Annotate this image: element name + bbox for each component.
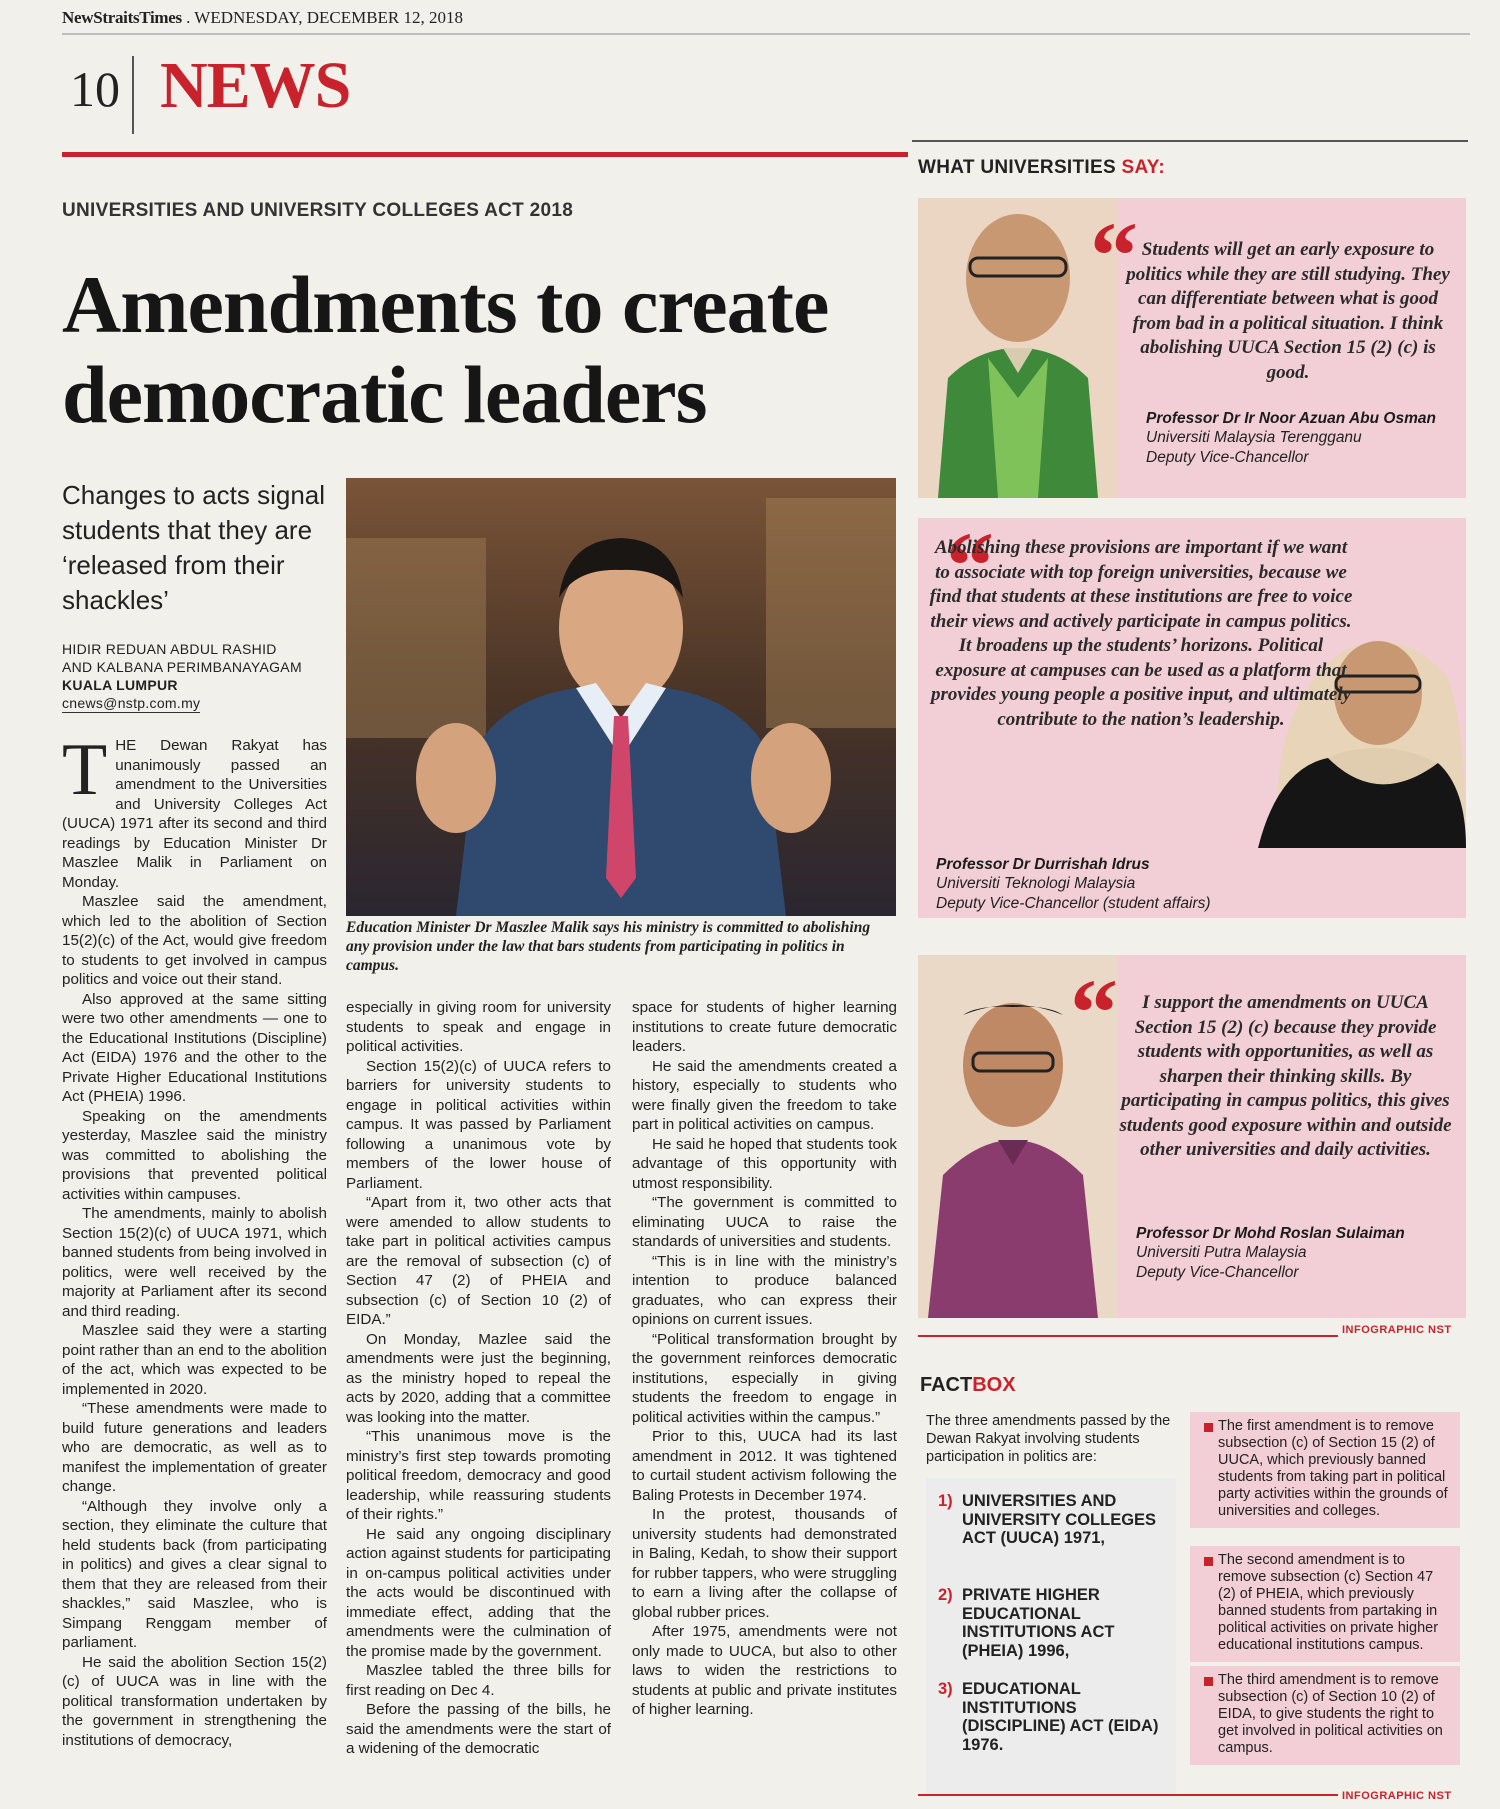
quote-mark-icon: “ xyxy=(1090,202,1138,309)
quote-2-name: Professor Dr Durrishah Idrus xyxy=(936,856,1150,873)
article-column-1 xyxy=(62,729,327,1750)
paragraph: Speaking on the amendments yesterday, Maszlee said the ministry was committed to abolishing the provisions that prevented political activities within campuses. xyxy=(62,1107,327,1203)
infographic-credit-1: INFOGRAPHIC NST xyxy=(1342,1324,1452,1336)
article-column-2 xyxy=(346,998,611,1759)
issue-date: . WEDNESDAY, DECEMBER 12, 2018 xyxy=(186,8,463,27)
act-number: 3) xyxy=(938,1680,953,1698)
paragraph: “Although they involve only a section, they eliminate the culture that held students back (from participating in politics) and gives a clear signal to them that they are released from their shackles,” said Maszlee, who is Simpang Renggam member of parliament. xyxy=(62,1497,327,1651)
quote-3-institution: Universiti Putra Malaysia xyxy=(1136,1244,1307,1261)
paragraph: Maszlee said the amendment, which led to the abolition of Section 15(2)(c) of the Act, would give freedom to students to get involved in campus politics and voice out their stand. xyxy=(62,893,327,988)
photo-caption: Education Minister Dr Maszlee Malik says his ministry is committed to abolishing any provision under the law that bars students from participating in politics in campus. xyxy=(346,919,871,974)
quote-mark-icon: “ xyxy=(946,512,994,619)
act-name: PRIVATE HIGHER EDUCATIONAL INSTITUTIONS ACT (PHEIA) 1996, xyxy=(962,1586,1115,1660)
paragraph: He said he hoped that students took advantage of this opportunity with utmost responsibility. xyxy=(632,1135,897,1192)
headline-line-1: Amendments to create xyxy=(62,259,829,350)
drop-cap: T xyxy=(62,729,108,811)
article-deck: Changes to acts signal students that they are ‘released from their shackles’ xyxy=(62,480,326,615)
quote-3-attribution xyxy=(1136,1225,1456,1283)
act-number: 1) xyxy=(938,1492,953,1510)
paragraph: He said the abolition Section 15(2)(c) of UUCA was in line with the political transformation undertaken by the government in strengthening the institutions of democracy, xyxy=(62,1653,327,1749)
quote-2-institution: Universiti Teknologi Malaysia xyxy=(936,875,1136,892)
paragraph: Prior to this, UUCA had its last amendment in 2012. It was tightened to curtail student activism following the Baling Protests in December 1974. xyxy=(632,1428,897,1504)
byline-location: KUALA LUMPUR xyxy=(62,677,178,693)
quote-1-role: Deputy Vice-Chancellor xyxy=(1146,449,1309,466)
paragraph: Also approved at the same sitting were two other amendments — one to the Educational Institutions (Discipline) Act (EIDA) 1976 and the other to the Private Higher Educational Institutions Act (PHEIA) 1996. xyxy=(62,990,327,1105)
quote-3-name: Professor Dr Mohd Roslan Sulaiman xyxy=(1136,1225,1405,1242)
paragraph: “This is in line with the ministry’s intention to produce balanced graduates, who can express their opinions on current issues. xyxy=(632,1252,897,1328)
sidebar-top-rule xyxy=(912,140,1468,142)
article-headline xyxy=(62,260,922,440)
quote-1-text: Students will get an early exposure to politics while they are still studying. They can differentiate between what is good from bad in a political situation. I think abolishing UUCA Section 15 (2) (c) is good. xyxy=(1126,239,1450,383)
paragraph: After 1975, amendments were not only made to UUCA, but also to other laws to widen the restrictions to students at public and private institutes of higher learning. xyxy=(632,1623,897,1718)
byline-author-1: HIDIR REDUAN ABDUL RASHID xyxy=(62,641,277,657)
paragraph: The amendments, mainly to abolish Section 15(2)(c) of UUCA 1971, which banned students from being involved in politics, were well received by the majority at Parliament after its second and third reading. xyxy=(62,1205,327,1320)
paragraph: Before the passing of the bills, he said the amendments were the start of a widening of the democratic xyxy=(346,1701,611,1757)
masthead xyxy=(62,8,463,28)
quote-3-text: I support the amendments on UUCA Section 15 (2) (c) because they provide students with opportunities, as well as sharpen their thinking skills. By participating in campus politics, this gives students good exposure within and outside other universities and daily activities. xyxy=(1119,992,1452,1160)
article-column-3 xyxy=(632,998,897,1720)
quote-2-role: Deputy Vice-Chancellor (student affairs) xyxy=(936,895,1211,912)
paragraph: Section 15(2)(c) of UUCA refers to barriers for university students to engage in political activities within campus. It was passed by Parliament following a unanimous vote by members of the lower house of Parliament. xyxy=(346,1057,611,1192)
act-item-2 xyxy=(938,1586,1168,1660)
amendment-note-3 xyxy=(1190,1666,1460,1765)
bullet-square-icon xyxy=(1204,1557,1213,1566)
act-number: 2) xyxy=(938,1586,953,1604)
paragraph: He said the amendments created a history, especially to students who were finally given the freedom to take part in political activities on campus. xyxy=(632,1057,897,1133)
paragraph: In the protest, thousands of university students had demonstrated in Baling, Kedah, to show their support for rubber tappers, who were struggling to earn a living after the collapse of global rubber prices. xyxy=(632,1506,897,1621)
paragraph: HE Dewan Rakyat has unanimously passed an amendment to the Universities and University Colleges Act (UUCA) 1971 after its second and third readings by Education Minister Dr Maszlee Malik in Parliament on Monday. xyxy=(62,737,327,891)
paragraph: “This unanimous move is the ministry’s first step towards promoting political freedom, democracy and good leadership, while reassuring students of their rights.” xyxy=(346,1428,611,1523)
infographic-rule-2 xyxy=(918,1794,1338,1796)
quote-1-name: Professor Dr Ir Noor Azuan Abu Osman xyxy=(1146,410,1436,427)
paragraph: “Apart from it, two other acts that were amended to allow students to take part in political activities campus are the removal of subsection (c) of Section 47 (2) of PHEIA and subsection (c) of Section 10 (2) of EIDA.” xyxy=(346,1194,611,1328)
amendment-text: The first amendment is to remove subsection (c) of Section 15 (2) of UUCA, which previously banned students from taking part in political party activities within the grounds of universities and colleges. xyxy=(1218,1418,1448,1519)
bullet-square-icon xyxy=(1204,1677,1213,1686)
factbox-title-accent: BOX xyxy=(972,1374,1016,1396)
amendment-text: The third amendment is to remove subsection (c) of Section 10 (2) of EIDA, to give students the right to get involved in political activities on campus. xyxy=(1218,1672,1443,1756)
top-divider xyxy=(62,33,1470,35)
wus-title-prefix: WHAT UNIVERSITIES xyxy=(918,157,1122,178)
amendment-text: The second amendment is to remove subsection (c) Section 47 (2) of PHEIA, which previously banned students from partaking in political activities on private higher educational institutions campus. xyxy=(1218,1552,1439,1653)
section-name: NEWS xyxy=(160,49,351,122)
paragraph: “The government is committed to eliminating UUCA to raise the standards of universities and students. xyxy=(632,1194,897,1250)
quote-2-attribution xyxy=(936,856,1316,914)
paragraph: “Political transformation brought by the government reinforces democratic institutions, especially in giving students the freedom to engage in political activities within the campus.” xyxy=(632,1330,897,1426)
paragraph: space for students of higher learning institutions to create future democratic leaders. xyxy=(632,999,897,1055)
act-item-3 xyxy=(938,1680,1168,1754)
paragraph: He said any ongoing disciplinary action against students for participating in on-campus political activities under the acts would be discontinued with immediate effect, adding that the amendments were the culmination of the promise made by the government. xyxy=(346,1525,611,1660)
quote-panel-1 xyxy=(918,198,1466,498)
quote-3-role: Deputy Vice-Chancellor xyxy=(1136,1264,1299,1281)
paragraph: Maszlee said they were a starting point rather than an end to the abolition of the act, which was expected to be implemented in 2020. xyxy=(62,1322,327,1398)
infographic-rule-1 xyxy=(918,1335,1338,1337)
quote-panel-2 xyxy=(918,512,1466,918)
factbox-title-prefix: FACT xyxy=(920,1374,973,1396)
headline-line-2: democratic leaders xyxy=(62,349,707,440)
quote-panel-3 xyxy=(918,955,1466,1318)
quote-1-institution: Universiti Malaysia Terengganu xyxy=(1146,429,1362,446)
factbox-title xyxy=(920,1374,1016,1397)
paper-name: NewStraitsTimes xyxy=(62,8,182,27)
factbox-acts-list xyxy=(926,1478,1176,1796)
factbox-intro: The three amendments passed by the Dewan Rakyat involving students participation in politics are: xyxy=(926,1413,1171,1465)
byline-email[interactable]: cnews@nstp.com.my xyxy=(62,695,201,711)
act-name: EDUCATIONAL INSTITUTIONS (DISCIPLINE) ACT (EIDA) 1976. xyxy=(962,1680,1159,1754)
paragraph: Maszlee tabled the three bills for first reading on Dec 4. xyxy=(346,1662,611,1699)
minister-photo-graphic xyxy=(346,478,896,916)
quote-2-text: Abolishing these provisions are important if we want to associate with top foreign universities, because we find that students at these institutions are free to voice their views and actively participate in campus politics. It broadens up the students’ horizons. Political exposure at campuses can be used as a platform that provides young people a positive input, and ultimately contribute to the nation’s leadership. xyxy=(929,537,1353,730)
quote-1-attribution xyxy=(1146,410,1466,468)
page-number-divider xyxy=(132,56,134,134)
article-kicker: UNIVERSITIES AND UNIVERSITY COLLEGES ACT 2018 xyxy=(62,200,574,221)
paragraph: especially in giving room for university students to speak and engage in political activities. xyxy=(346,999,611,1055)
section-red-rule xyxy=(62,152,908,157)
bullet-square-icon xyxy=(1204,1423,1213,1432)
what-universities-say-title xyxy=(918,157,1165,179)
infographic-credit-2: INFOGRAPHIC NST xyxy=(1342,1790,1452,1802)
wus-title-accent: SAY: xyxy=(1121,157,1165,178)
quote-mark-icon: “ xyxy=(1070,959,1118,1066)
byline-author-2: AND KALBANA PERIMBANAYAGAM xyxy=(62,659,302,675)
paragraph: On Monday, Mazlee said the amendments were just the beginning, as the ministry hoped to repeal the acts by 2020, adding that a committee was looking into the matter. xyxy=(346,1330,611,1426)
minister-photo xyxy=(346,478,896,916)
byline xyxy=(62,640,302,713)
act-item-1 xyxy=(938,1492,1168,1548)
page-number: 10 xyxy=(70,61,120,117)
paragraph: “These amendments were made to build future generations and leaders who are democratic, as well as to manifest the implementation of greater change. xyxy=(62,1400,327,1495)
portrait-noor-azuan xyxy=(918,198,1118,498)
act-name: UNIVERSITIES AND UNIVERSITY COLLEGES ACT (UUCA) 1971, xyxy=(962,1492,1157,1547)
amendment-note-1 xyxy=(1190,1412,1460,1528)
amendment-note-2 xyxy=(1190,1546,1460,1662)
